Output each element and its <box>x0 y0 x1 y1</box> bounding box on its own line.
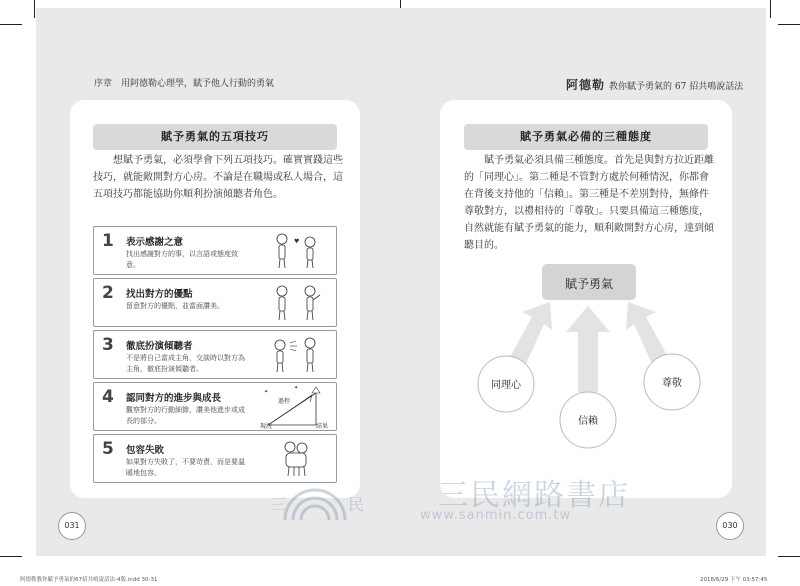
text-line: 五項技巧都能協助你順利扮演傾聽者角色。 <box>93 189 283 200</box>
five-tips-list <box>93 226 337 486</box>
desc-line: 暖地包容。 <box>126 469 161 477</box>
listening-figures-illustration <box>268 335 328 375</box>
text-line: 賦予勇氣必須具備三種態度。首先是與對方拉近距離 <box>484 155 714 166</box>
tip-title: 包容失敗 <box>126 445 165 456</box>
tip-box <box>93 330 337 379</box>
empathy-label: 同理心 <box>491 380 521 391</box>
arrow-up-right <box>626 302 668 364</box>
desc-line: 長的部分。 <box>126 417 161 425</box>
right-page-number: 030 <box>716 512 744 540</box>
desc-line: 找出感謝對方的事，以言語或態度致 <box>126 250 238 258</box>
tip-description <box>126 405 258 427</box>
tip-number: 3 <box>102 335 114 355</box>
tip-title: 認同對方的進步與成長 <box>126 393 222 404</box>
text-line: 的「同理心」。第二種是不管對方處於何種情況，你都會 <box>464 172 709 183</box>
print-slug-right: 2018/6/29 下午 03:57:45 <box>700 577 768 583</box>
desc-line: 不是將自己當成主角，交談時以對方為 <box>126 354 245 362</box>
tip-box <box>93 278 337 327</box>
tip-number: 2 <box>102 283 114 303</box>
crop-mark <box>770 0 771 18</box>
running-head-subtitle: 教你賦予勇氣的 67 招共鳴說話法 <box>609 82 744 92</box>
respect-label: 尊敬 <box>662 378 682 389</box>
desc-line: 意。 <box>126 261 140 269</box>
tip-title: 表示感謝之意 <box>126 237 184 248</box>
thanking-figures-illustration <box>268 231 328 271</box>
three-attitudes-diagram <box>470 262 710 462</box>
tip-description <box>126 353 258 375</box>
svg-text:✦: ✦ <box>264 389 269 395</box>
tip-number: 4 <box>102 387 114 407</box>
sanmin-watermark <box>270 468 640 528</box>
left-intro-text <box>93 152 343 203</box>
crop-mark <box>0 24 22 25</box>
svg-text:✦: ✦ <box>294 385 299 391</box>
crop-mark <box>778 556 800 557</box>
tip-title: 找出對方的優點 <box>126 289 193 300</box>
running-head-right <box>566 76 743 93</box>
watermark-arcs-icon <box>280 482 350 522</box>
process-label: 過程 <box>278 398 291 405</box>
crop-mark <box>778 24 800 25</box>
hugging-figures-illustration <box>268 439 328 479</box>
running-head-left: 序章 用阿德勒心理學，賦予他人行動的勇氣 <box>94 79 275 89</box>
tip-number: 5 <box>102 439 114 459</box>
desc-line: 主角，徹底扮演傾聽者。 <box>126 365 203 373</box>
trust-label: 信賴 <box>578 416 598 427</box>
svg-text:♥: ♥ <box>294 238 300 245</box>
text-line: 技巧，就能敞開對方心房。不論是在職場或私人場合，這 <box>93 172 343 183</box>
tip-description <box>126 457 258 479</box>
running-head-brand: 阿德勒 <box>566 78 606 92</box>
left-section-title: 賦予勇氣的五項技巧 <box>93 124 337 150</box>
tip-box <box>93 226 337 275</box>
text-line: 想賦予勇氣，必須學會下列五項技巧。確實實踐這些 <box>113 155 343 166</box>
print-slug-left: 阿德勒教你賦予勇氣的67招共鳴說話法-4版.indd 30-31 <box>20 577 158 583</box>
crop-mark <box>0 556 22 557</box>
desc-line: 觀察對方的行動細節，讚美他進步或成 <box>126 406 245 414</box>
now-label: 現況 <box>260 423 273 429</box>
tip-title: 徹底扮演傾聽者 <box>126 341 193 352</box>
desc-line: 留意對方的優點，並當面讚美。 <box>126 302 224 310</box>
watermark-url: www.sanmin.com.tw <box>420 508 572 523</box>
text-line: 聽目的。 <box>464 240 504 251</box>
tip-box <box>93 434 337 483</box>
watermark-char-right: 民 <box>348 495 365 514</box>
tip-number: 1 <box>102 231 114 251</box>
tip-box <box>93 382 337 431</box>
watermark-char-left: 三 <box>270 495 287 514</box>
tip-description <box>126 301 258 312</box>
left-page-number: 031 <box>58 512 86 540</box>
result-label: 結果 <box>316 423 329 429</box>
desc-line: 如果對方失敗了，不要苛責，而是要溫 <box>126 458 245 466</box>
arrow-up-middle <box>566 306 610 392</box>
crop-mark <box>34 0 35 18</box>
encouragement-label: 賦予勇氣 <box>564 277 614 291</box>
tip-description <box>126 249 258 271</box>
progress-slope-illustration <box>260 385 332 429</box>
right-section-title: 賦予勇氣必備的三種態度 <box>464 124 708 150</box>
text-line: 尊敬對方，以禮相待的「尊敬」。只要具備這三種態度， <box>464 206 709 217</box>
watermark-store-name: 三民網路書店 <box>438 478 630 513</box>
praising-figures-illustration <box>268 283 328 323</box>
text-line: 在背後支持他的「信賴」。第三種是不差別對待，無條件 <box>464 189 709 200</box>
arrow-up-left <box>510 302 552 364</box>
right-body-text <box>464 152 716 254</box>
text-line: 自然就能有賦予勇氣的能力，順利敞開對方心房，達到傾 <box>464 223 714 234</box>
